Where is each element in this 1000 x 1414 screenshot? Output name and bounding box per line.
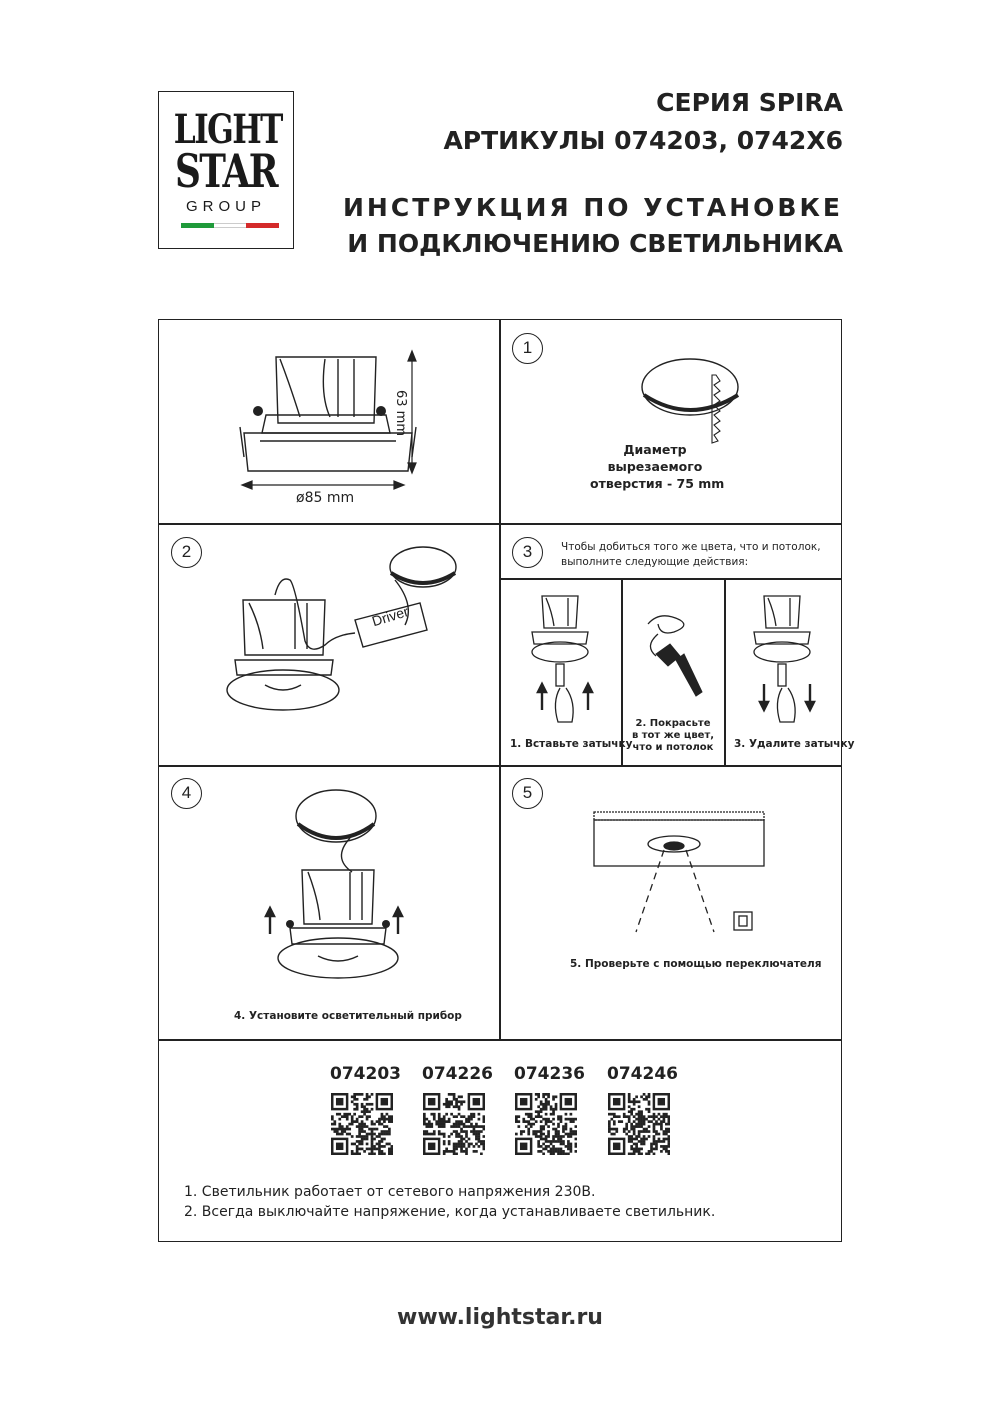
brand-logo [158, 91, 294, 249]
grid-divider-vertical [499, 319, 501, 1040]
qr-code-4[interactable] [608, 1093, 670, 1155]
website-link[interactable]: www.lightstar.ru [397, 1305, 603, 1330]
step3-sub1-caption: 1. Вставьте затычку [510, 738, 633, 750]
ceiling-cutout-drawing [640, 355, 750, 455]
paint-brush-drawing [640, 610, 710, 700]
cutout-text-line1: Диаметр [623, 442, 687, 457]
cutout-text-line2: вырезаемого [607, 459, 703, 474]
insert-plug-drawing [528, 592, 598, 732]
step3-intro-line1: Чтобы добиться того же цвета, что и потолок, [561, 541, 821, 553]
step3-sub2-line2: в тот же цвет, [631, 730, 715, 741]
driver-label: Driver [370, 603, 411, 630]
step3-sub2-line1: 2. Покрасьте [635, 718, 711, 729]
step3-sub2-line3: что и потолок [632, 742, 714, 753]
logo-word-star: STAR [174, 144, 278, 198]
article-code-2: 074226 [422, 1064, 493, 1084]
step-3-number: 3 [512, 537, 543, 568]
step-2-number: 2 [171, 537, 202, 568]
instruction-title-line2: И ПОДКЛЮЧЕНИЮ СВЕТИЛЬНИКА [347, 229, 843, 258]
instruction-title-line1: ИНСТРУКЦИЯ ПО УСТАНОВКЕ [343, 193, 843, 222]
step3-divider [499, 578, 842, 580]
article-code-4: 074246 [607, 1064, 678, 1084]
grid-divider-row3 [158, 1039, 842, 1041]
cutout-text-line3: отверстия - 75 mm [590, 476, 725, 491]
logo-word-group: GROUP [185, 198, 266, 215]
grid-divider-row2 [158, 765, 842, 767]
step3-sub2-caption [625, 718, 721, 754]
step3-col-divider-2 [724, 578, 726, 765]
step3-sub3-caption: 3. Удалите затычку [734, 738, 855, 750]
step-1-number: 1 [512, 333, 543, 364]
step3-intro [561, 540, 821, 570]
step3-col-divider-1 [621, 578, 623, 765]
series-title: СЕРИЯ SPIRA [656, 88, 843, 117]
step4-caption: 4. Установите осветительный прибор [234, 1010, 462, 1022]
diameter-label: ø85 mm [296, 490, 355, 506]
switch-check-drawing [592, 810, 772, 940]
safety-notes [184, 1182, 715, 1222]
step3-intro-line2: выполните следующие действия: [561, 556, 749, 568]
qr-code-1[interactable] [331, 1093, 393, 1155]
step5-caption: 5. Проверьте с помощью переключателя [570, 958, 822, 970]
remove-plug-drawing [750, 592, 820, 732]
install-fixture-drawing [262, 788, 412, 978]
note-2: 2. Всегда выключайте напряжение, когда устанавливаете светильник. [184, 1204, 716, 1220]
article-code-1: 074203 [330, 1064, 401, 1084]
note-1: 1. Светильник работает от сетевого напряжения 230В. [184, 1184, 596, 1200]
qr-code-3[interactable] [515, 1093, 577, 1155]
driver-connection-drawing [215, 545, 475, 720]
grid-divider-row1 [158, 523, 842, 525]
step-5-number: 5 [512, 778, 543, 809]
cutout-diameter-text [590, 441, 725, 492]
italian-flag-stripe [181, 223, 279, 228]
qr-code-2[interactable] [423, 1093, 485, 1155]
step-4-number: 4 [171, 778, 202, 809]
article-numbers: АРТИКУЛЫ 074203, 0742X6 [443, 126, 843, 155]
height-label: 63 mm [393, 390, 408, 437]
logo-word-light: LIGHT [173, 106, 282, 153]
article-code-3: 074236 [514, 1064, 585, 1084]
